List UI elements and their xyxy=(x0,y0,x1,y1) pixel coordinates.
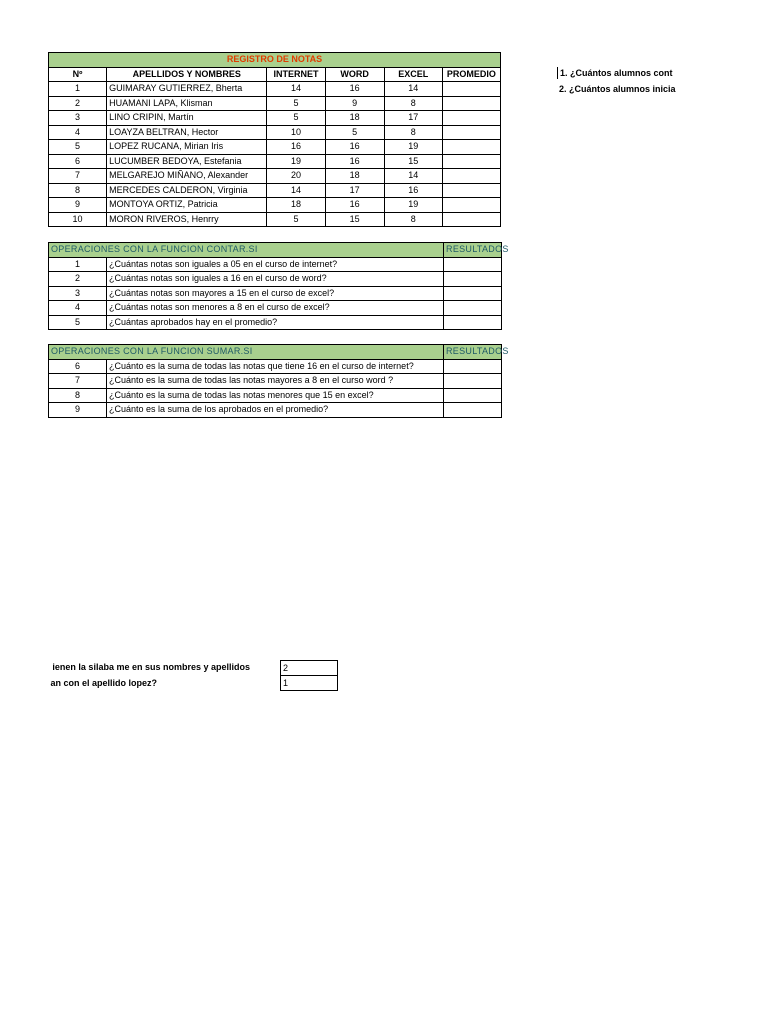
result-cell[interactable] xyxy=(444,301,502,316)
sumar-results-header[interactable]: RESULTADOS xyxy=(444,345,502,360)
excel-grade-cell[interactable]: 19 xyxy=(384,140,442,155)
row-number-cell[interactable]: 5 xyxy=(49,140,107,155)
question-number-cell[interactable]: 5 xyxy=(49,315,107,330)
excel-grade-cell[interactable]: 8 xyxy=(384,212,442,227)
question-number-cell[interactable]: 1 xyxy=(49,257,107,272)
student-name-cell[interactable]: LOAYZA BELTRAN, Hector xyxy=(107,125,267,140)
internet-grade-cell[interactable]: 18 xyxy=(267,198,325,213)
sumar-header[interactable]: OPERACIONES CON LA FUNCION SUMAR.SI xyxy=(49,345,444,360)
excel-grade-cell[interactable]: 14 xyxy=(384,169,442,184)
table-row xyxy=(49,301,502,316)
row-number-cell[interactable]: 9 xyxy=(49,198,107,213)
promedio-cell[interactable] xyxy=(442,82,500,97)
row-number-cell[interactable]: 3 xyxy=(49,111,107,126)
excel-grade-cell[interactable]: 16 xyxy=(384,183,442,198)
internet-grade-cell[interactable]: 14 xyxy=(267,183,325,198)
question-text-cell[interactable]: ¿Cuánto es la suma de todas las notas mayores a 8 en el curso word ? xyxy=(107,374,444,389)
question-number-cell[interactable]: 3 xyxy=(49,286,107,301)
question-number-cell[interactable]: 7 xyxy=(49,374,107,389)
table-row xyxy=(49,315,502,330)
word-grade-cell[interactable]: 5 xyxy=(325,125,384,140)
word-grade-cell[interactable]: 16 xyxy=(325,198,384,213)
student-name-cell[interactable]: LOPEZ RUCANA, Mirian Iris xyxy=(107,140,267,155)
result-cell[interactable] xyxy=(444,403,502,418)
answer-cell-1[interactable]: 2 xyxy=(281,661,338,676)
table-row xyxy=(49,169,501,184)
promedio-cell[interactable] xyxy=(442,154,500,169)
question-text-cell[interactable]: ¿Cuántas notas son menores a 8 en el curso de excel? xyxy=(107,301,444,316)
excel-grade-cell[interactable]: 19 xyxy=(384,198,442,213)
student-name-cell[interactable]: MORON RIVEROS, Henrry xyxy=(107,212,267,227)
question-number-cell[interactable]: 4 xyxy=(49,301,107,316)
row-number-cell[interactable]: 1 xyxy=(49,82,107,97)
side-question-1[interactable] xyxy=(557,68,675,78)
result-cell[interactable] xyxy=(444,388,502,403)
student-name-cell[interactable]: GUIMARAY GUTIERREZ, Bherta xyxy=(107,82,267,97)
contar-header[interactable]: OPERACIONES CON LA FUNCION CONTAR.SI xyxy=(49,243,444,258)
excel-grade-cell[interactable]: 8 xyxy=(384,96,442,111)
promedio-cell[interactable] xyxy=(442,96,500,111)
header-promedio[interactable]: PROMEDIO xyxy=(442,67,500,82)
side-question-1-text: 1. ¿Cuántos alumnos cont xyxy=(560,68,673,78)
table-row xyxy=(49,359,502,374)
word-grade-cell[interactable]: 18 xyxy=(325,169,384,184)
word-grade-cell[interactable]: 16 xyxy=(325,154,384,169)
question-number-cell[interactable]: 2 xyxy=(49,272,107,287)
grades-table xyxy=(48,52,501,227)
sumar-table xyxy=(48,344,509,418)
promedio-cell[interactable] xyxy=(442,198,500,213)
student-name-cell[interactable]: MERCEDES CALDERON, Virginia xyxy=(107,183,267,198)
table-row xyxy=(49,212,501,227)
excel-grade-cell[interactable]: 8 xyxy=(384,125,442,140)
lower-question-1[interactable] xyxy=(0,662,250,672)
student-name-cell[interactable]: MONTOYA ORTIZ, Patricia xyxy=(107,198,267,213)
lower-question-1-text: ienen la silaba me en sus nombres y apellidos xyxy=(52,662,250,672)
header-num[interactable]: Nº xyxy=(49,67,107,82)
internet-grade-cell[interactable]: 5 xyxy=(267,111,325,126)
table-row xyxy=(49,403,502,418)
student-name-cell[interactable]: MELGAREJO MIÑANO, Alexander xyxy=(107,169,267,184)
question-text-cell[interactable]: ¿Cuánto es la suma de los aprobados en el promedio? xyxy=(107,403,444,418)
result-cell[interactable] xyxy=(444,286,502,301)
promedio-cell[interactable] xyxy=(442,212,500,227)
internet-grade-cell[interactable]: 16 xyxy=(267,140,325,155)
row-number-cell[interactable]: 8 xyxy=(49,183,107,198)
registro-title[interactable]: REGISTRO DE NOTAS xyxy=(49,53,501,68)
side-question-2[interactable]: 2. ¿Cuántos alumnos inicia xyxy=(559,84,676,94)
contar-results-header[interactable]: RESULTADOS xyxy=(444,243,502,258)
student-name-cell[interactable]: HUAMANI LAPA, Klisman xyxy=(107,96,267,111)
question-number-cell[interactable]: 6 xyxy=(49,359,107,374)
table-row xyxy=(49,388,502,403)
table-row xyxy=(49,286,502,301)
table-row xyxy=(49,82,501,97)
header-internet[interactable]: INTERNET xyxy=(267,67,325,82)
header-word[interactable]: WORD xyxy=(325,67,384,82)
result-cell[interactable] xyxy=(444,257,502,272)
result-cell[interactable] xyxy=(444,315,502,330)
answers-table xyxy=(280,660,338,691)
word-grade-cell[interactable]: 15 xyxy=(325,212,384,227)
table-row xyxy=(49,198,501,213)
promedio-cell[interactable] xyxy=(442,183,500,198)
student-name-cell[interactable]: LINO CRIPIN, Martín xyxy=(107,111,267,126)
table-row xyxy=(49,272,502,287)
internet-grade-cell[interactable]: 5 xyxy=(267,96,325,111)
question-text-cell[interactable]: ¿Cuántas notas son mayores a 15 en el curso de excel? xyxy=(107,286,444,301)
lower-question-2[interactable] xyxy=(0,678,157,688)
table-row xyxy=(49,125,501,140)
student-name-cell[interactable]: LUCUMBER BEDOYA, Estefania xyxy=(107,154,267,169)
table-row xyxy=(49,183,501,198)
row-number-cell[interactable]: 4 xyxy=(49,125,107,140)
word-grade-cell[interactable]: 17 xyxy=(325,183,384,198)
result-cell[interactable] xyxy=(444,374,502,389)
table-row xyxy=(49,96,501,111)
question-number-cell[interactable]: 8 xyxy=(49,388,107,403)
word-grade-cell[interactable]: 9 xyxy=(325,96,384,111)
contar-table xyxy=(48,242,509,330)
answer-cell-2[interactable]: 1 xyxy=(281,676,338,691)
excel-grade-cell[interactable]: 14 xyxy=(384,82,442,97)
promedio-cell[interactable] xyxy=(442,169,500,184)
internet-grade-cell[interactable]: 19 xyxy=(267,154,325,169)
internet-grade-cell[interactable]: 14 xyxy=(267,82,325,97)
table-row xyxy=(49,257,502,272)
question-text-cell[interactable]: ¿Cuántas notas son iguales a 05 en el curso de internet? xyxy=(107,257,444,272)
internet-grade-cell[interactable]: 5 xyxy=(267,212,325,227)
row-number-cell[interactable]: 10 xyxy=(49,212,107,227)
internet-grade-cell[interactable]: 10 xyxy=(267,125,325,140)
table-row xyxy=(49,140,501,155)
header-name[interactable]: APELLIDOS Y NOMBRES xyxy=(107,67,267,82)
lower-question-2-text: an con el apellido lopez? xyxy=(50,678,157,688)
word-grade-cell[interactable]: 16 xyxy=(325,140,384,155)
question-text-cell[interactable]: ¿Cuántas aprobados hay en el promedio? xyxy=(107,315,444,330)
word-grade-cell[interactable]: 16 xyxy=(325,82,384,97)
question-text-cell[interactable]: ¿Cuánto es la suma de todas las notas menores que 15 en excel? xyxy=(107,388,444,403)
internet-grade-cell[interactable]: 20 xyxy=(267,169,325,184)
header-excel[interactable]: EXCEL xyxy=(384,67,442,82)
promedio-cell[interactable] xyxy=(442,111,500,126)
result-cell[interactable] xyxy=(444,272,502,287)
promedio-cell[interactable] xyxy=(442,125,500,140)
row-number-cell[interactable]: 6 xyxy=(49,154,107,169)
promedio-cell[interactable] xyxy=(442,140,500,155)
question-text-cell[interactable]: ¿Cuántas notas son iguales a 16 en el curso de word? xyxy=(107,272,444,287)
table-row xyxy=(49,154,501,169)
excel-grade-cell[interactable]: 15 xyxy=(384,154,442,169)
row-number-cell[interactable]: 7 xyxy=(49,169,107,184)
table-row xyxy=(49,374,502,389)
question-number-cell[interactable]: 9 xyxy=(49,403,107,418)
result-cell[interactable] xyxy=(444,359,502,374)
question-text-cell[interactable]: ¿Cuánto es la suma de todas las notas que tiene 16 en el curso de internet? xyxy=(107,359,444,374)
excel-grade-cell[interactable]: 17 xyxy=(384,111,442,126)
row-number-cell[interactable]: 2 xyxy=(49,96,107,111)
table-row xyxy=(49,111,501,126)
word-grade-cell[interactable]: 18 xyxy=(325,111,384,126)
